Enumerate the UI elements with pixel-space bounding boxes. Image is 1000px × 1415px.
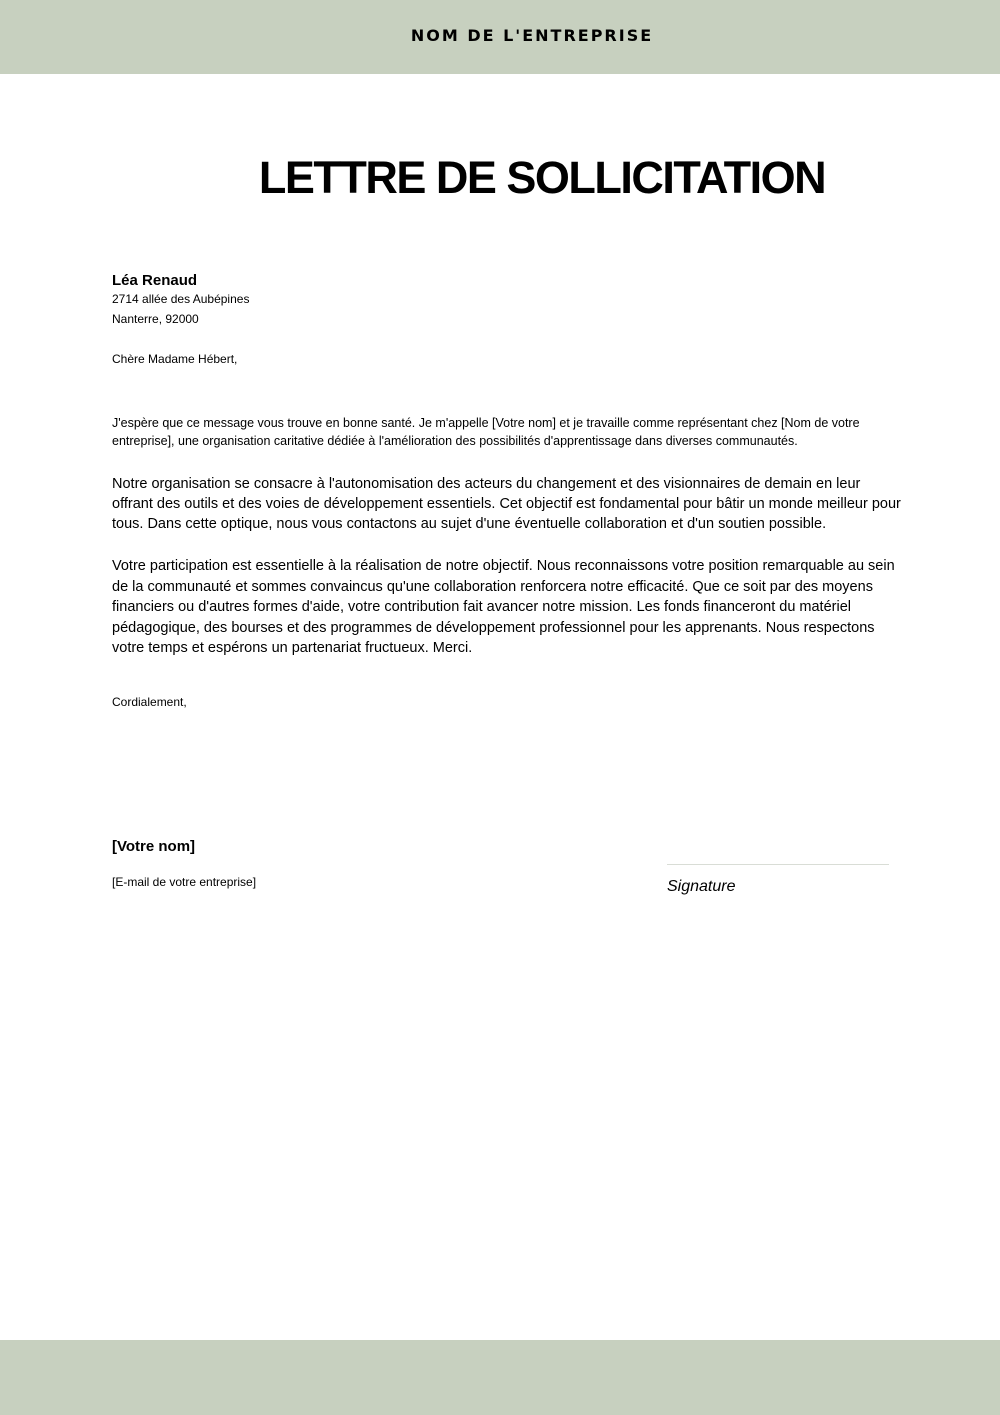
- signature-line: [667, 864, 889, 865]
- signer-email: [E-mail de votre entreprise]: [112, 875, 257, 889]
- letter-paragraph-2: Notre organisation se consacre à l'autonomisation des acteurs du changement et des visionnaires de demain en leur offrant des outils et des voies de développement essentiels. Cet objectif est fondamental pour bâtir un monde meilleur pour tous. Dans cette optique, nous vous contactons au sujet d'une éventuelle collaboration et d'un soutien possible.: [112, 476, 901, 532]
- sender-street: 2714 allée des Aubépines: [112, 292, 250, 306]
- footer-band: [0, 1340, 1000, 1415]
- signature-label: Signature: [667, 878, 736, 895]
- letter-paragraph-3: Votre participation est essentielle à la réalisation de notre objectif. Nous reconnaissons votre position remarquable au sein de la communauté et sommes convaincus qu'une collaboration renforcera notre efficacité. Que ce soit par des moyens financiers ou d'autres formes d'aide, votre contribution fait avancer notre mission. Les fonds financeront du matériel pédagogique, des bourses et des programmes de développement professionnel pour les apprenants. Nous respectons votre temps et espérons un partenariat fructueux. Merci.: [112, 558, 895, 656]
- closing: Cordialement,: [112, 695, 187, 709]
- letter-paragraph-1: J'espère que ce message vous trouve en bonne santé. Je m'appelle [Votre nom] et je travaille comme représentant chez [Nom de votre entreprise], une organisation caritative dédiée à l'amélioration des possibilités d'apprentissage dans diverses communautés.: [112, 416, 860, 448]
- company-name: NOM DE L'ENTREPRISE: [410, 26, 654, 45]
- sender-name: Léa Renaud: [112, 272, 198, 289]
- sender-city: Nanterre, 92000: [112, 312, 199, 326]
- letter-title: LETTRE DE SOLLICITATION: [258, 152, 826, 203]
- salutation: Chère Madame Hébert,: [112, 352, 238, 366]
- signer-name: [Votre nom]: [112, 838, 196, 855]
